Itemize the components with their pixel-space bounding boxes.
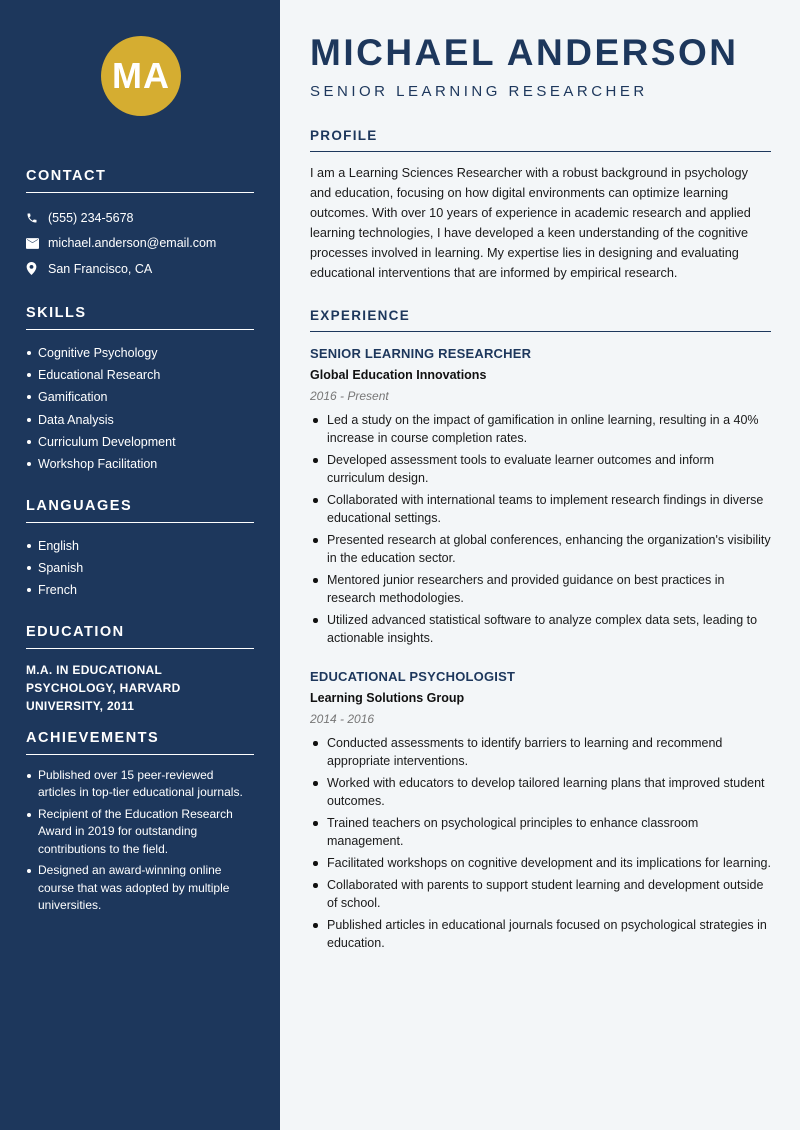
language-item: English [26, 535, 254, 557]
contact-location [26, 256, 254, 282]
languages-heading: LANGUAGES [26, 498, 254, 523]
job-bullet: Led a study on the impact of gamification in online learning, resulting in a 40% increase in course completion rates. [310, 411, 771, 447]
job-title: SENIOR LEARNING RESEARCHER [310, 346, 532, 361]
avatar: MA [101, 36, 181, 116]
contact-heading: CONTACT [26, 168, 254, 193]
achievement-item: Recipient of the Education Research Award in 2019 for outstanding contributions to the field. [26, 806, 254, 858]
skill-item: Curriculum Development [26, 431, 254, 453]
profile-text: I am a Learning Sciences Researcher with a robust background in psychology and education, focusing on how digital environments can optimize learning outcomes. With over 10 years of experience in academic research and applied learning technologies, I have developed a keen understanding of the cognitive processes involved in learning. My expertise lies in designing and evaluating educational interventions that are informed by empirical research. [310, 166, 751, 280]
contact-email [26, 231, 254, 257]
contact-section [26, 168, 254, 282]
achievements-list [26, 767, 254, 914]
language-item: French [26, 579, 254, 601]
sidebar [0, 0, 280, 1130]
profile-section [310, 128, 771, 283]
contact-phone [26, 205, 254, 231]
job-dates: 2016 - Present [310, 389, 389, 403]
job-bullets [310, 411, 771, 647]
achievements-section [26, 730, 254, 919]
education-section [26, 624, 254, 715]
job-bullet: Conducted assessments to identify barriers to learning and recommend appropriate interventions. [310, 734, 771, 770]
skill-item: Data Analysis [26, 409, 254, 431]
location-pin-icon [26, 262, 48, 275]
job-bullet: Developed assessment tools to evaluate learner outcomes and inform curriculum design. [310, 451, 771, 487]
languages-section [26, 498, 254, 602]
job-bullets [310, 734, 771, 952]
skill-item: Educational Research [26, 364, 254, 386]
experience-heading: EXPERIENCE [310, 308, 771, 332]
job-bullet: Worked with educators to develop tailored learning plans that improved student outcomes. [310, 774, 771, 810]
job-entry [310, 346, 771, 651]
job-entry [310, 669, 771, 956]
email-text: michael.anderson@email.com [48, 236, 217, 251]
phone-icon [26, 212, 48, 224]
skill-item: Gamification [26, 386, 254, 408]
job-bullet: Facilitated workshops on cognitive development and its implications for learning. [310, 854, 771, 872]
job-bullet: Utilized advanced statistical software to analyze complex data sets, leading to actionable insights. [310, 611, 771, 647]
profile-heading: PROFILE [310, 128, 771, 152]
language-item: Spanish [26, 557, 254, 579]
job-bullet: Published articles in educational journals focused on psychological strategies in education. [310, 916, 771, 952]
achievement-item: Designed an award-winning online course that was adopted by multiple universities. [26, 862, 254, 914]
candidate-name: MICHAEL ANDERSON [310, 32, 739, 73]
achievement-item: Published over 15 peer-reviewed articles in top-tier educational journals. [26, 767, 254, 802]
job-bullet: Collaborated with parents to support student learning and development outside of school. [310, 876, 771, 912]
job-bullet: Trained teachers on psychological principles to enhance classroom management. [310, 814, 771, 850]
skill-item: Cognitive Psychology [26, 342, 254, 364]
location-text: San Francisco, CA [48, 261, 153, 276]
skill-item: Workshop Facilitation [26, 453, 254, 475]
job-company: Learning Solutions Group [310, 691, 465, 705]
languages-list [26, 535, 254, 602]
job-bullet: Presented research at global conferences, enhancing the organization's visibility in the education sector. [310, 531, 771, 567]
email-icon [26, 238, 48, 249]
job-bullet: Mentored junior researchers and provided guidance on best practices in research methodologies. [310, 571, 771, 607]
job-dates: 2014 - 2016 [310, 712, 375, 726]
achievements-heading: ACHIEVEMENTS [26, 730, 254, 755]
skills-list [26, 342, 254, 475]
experience-section [310, 308, 771, 332]
job-title: EDUCATIONAL PSYCHOLOGIST [310, 669, 516, 684]
education-entry: M.A. IN EDUCATIONAL PSYCHOLOGY, HARVARD UNIVERSITY, 2011 [26, 663, 181, 713]
phone-text: (555) 234-5678 [48, 210, 134, 225]
job-bullet: Collaborated with international teams to implement research findings in diverse educational settings. [310, 491, 771, 527]
job-company: Global Education Innovations [310, 368, 487, 382]
candidate-title: SENIOR LEARNING RESEARCHER [310, 83, 648, 100]
education-heading: EDUCATION [26, 624, 254, 649]
skills-heading: SKILLS [26, 305, 254, 330]
skills-section [26, 305, 254, 475]
